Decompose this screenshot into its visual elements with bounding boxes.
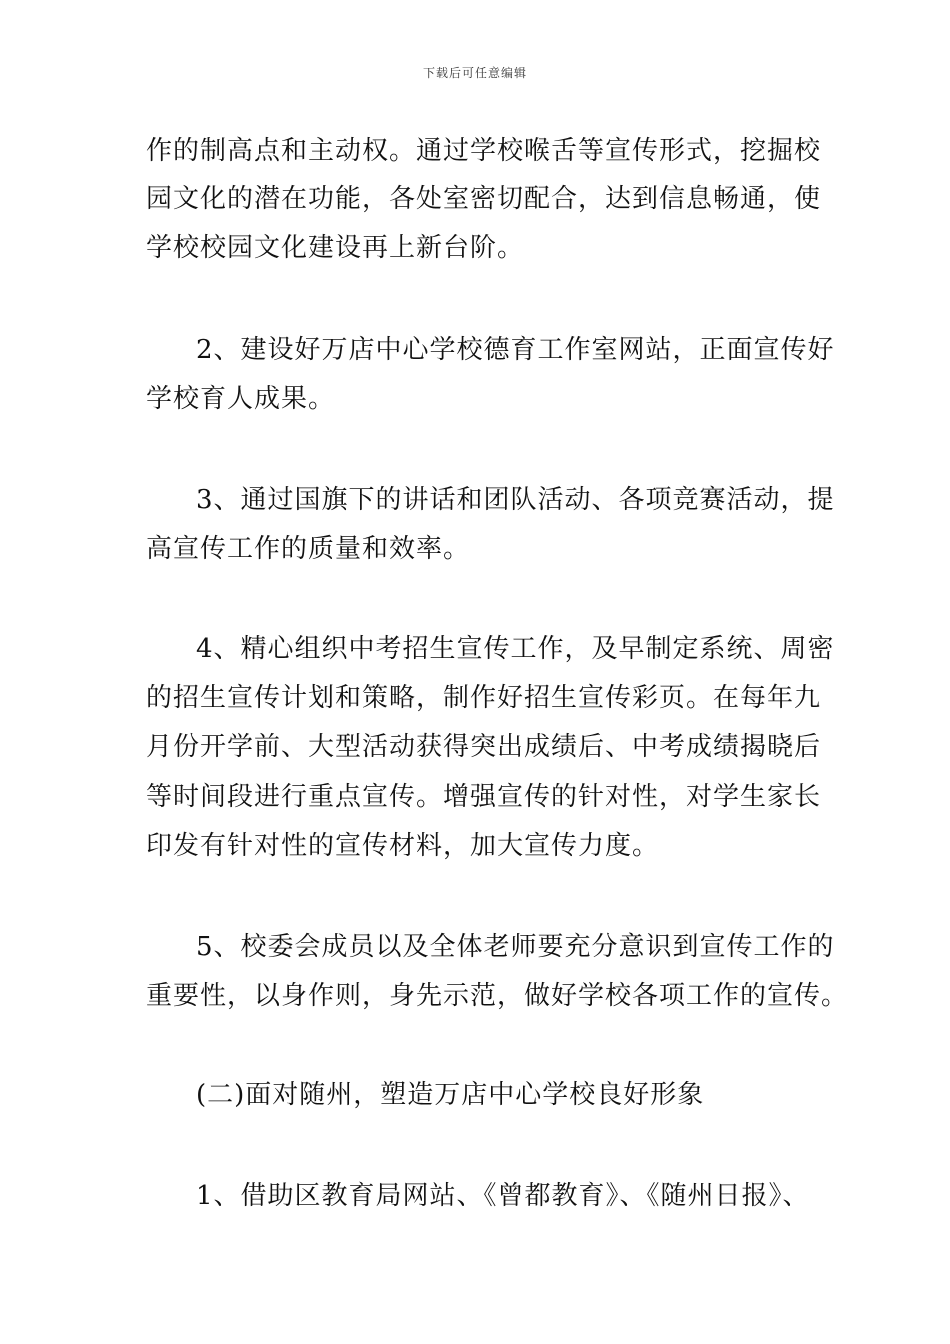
paragraph-line: 园文化的潜在功能，各处室密切配合，达到信息畅通，使 — [146, 184, 822, 214]
paragraph-line: 1、借助区教育局网站、《曾都教育》、《随州日报》、 — [196, 1181, 810, 1211]
paragraph-line: 4、精心组织中考招生宣传工作，及早制定系统、周密 — [196, 634, 835, 664]
paragraph-line: 月份开学前、大型活动获得突出成绩后、中考成绩揭晓后 — [146, 732, 822, 762]
paragraph-line: 学校育人成果。 — [146, 384, 336, 414]
paragraph-line: 5、校委会成员以及全体老师要充分意识到宣传工作的 — [196, 932, 835, 962]
paragraph-line: 作的制高点和主动权。通过学校喉舌等宣传形式，挖掘校 — [146, 136, 822, 166]
paragraph-line: 学校校园文化建设再上新台阶。 — [146, 233, 525, 263]
paragraph-line: 2、建设好万店中心学校德育工作室网站，正面宣传好 — [196, 335, 835, 365]
section-heading: (二)面对随州，塑造万店中心学校良好形象 — [196, 1080, 705, 1110]
paragraph-line: 高宣传工作的质量和效率。 — [146, 534, 471, 564]
paragraph-line: 重要性，以身作则，身先示范，做好学校各项工作的宣传。 — [146, 981, 849, 1011]
paragraph-line: 等时间段进行重点宣传。增强宣传的针对性，对学生家长 — [146, 782, 822, 812]
paragraph-line: 的招生宣传计划和策略，制作好招生宣传彩页。在每年九 — [146, 683, 822, 713]
paragraph-line: 3、通过国旗下的讲话和团队活动、各项竞赛活动，提 — [196, 485, 835, 515]
paragraph-line: 印发有针对性的宣传材料，加大宣传力度。 — [146, 831, 660, 861]
page-header: 下载后可任意编辑 — [422, 66, 527, 80]
